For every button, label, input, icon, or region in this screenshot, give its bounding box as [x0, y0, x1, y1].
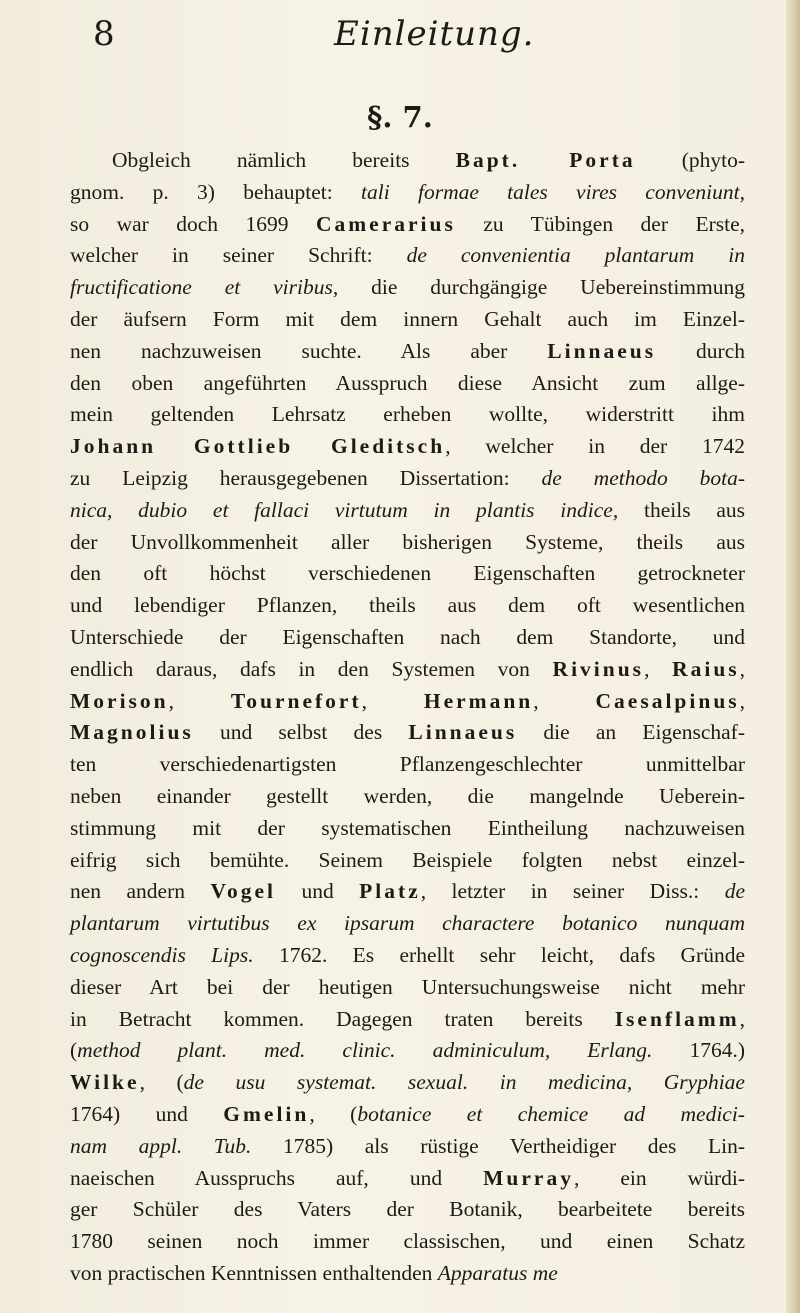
text-line — [70, 527, 745, 559]
text-line — [70, 845, 745, 877]
text-run: , — [739, 1006, 745, 1031]
text-line — [70, 368, 745, 400]
text-line — [70, 209, 745, 241]
text-run: den oben angeführten Ausspruch diese Ansicht zum allge- — [70, 370, 745, 395]
text-run: 1764) und — [70, 1101, 224, 1126]
text-run: , ein würdi- — [573, 1165, 745, 1190]
text-run: der äufsern Form mit dem innern Gehalt auch im Einzel- — [70, 306, 745, 331]
text-line — [70, 622, 745, 654]
text-line — [70, 336, 745, 368]
text-line — [70, 654, 745, 686]
text-line — [70, 590, 745, 622]
text-run: neben einander gestellt werden, die mangelnde Ueberein- — [70, 783, 745, 808]
italic-citation: method plant. med. clinic. adminiculum, Erlang. — [77, 1038, 653, 1063]
text-line — [70, 1035, 745, 1067]
page-number: 8 — [93, 14, 115, 54]
text-line — [70, 145, 745, 177]
page-edge — [786, 0, 800, 1313]
text-line — [70, 495, 745, 527]
spaced-name: Platz — [359, 879, 421, 904]
text-line — [70, 431, 745, 463]
text-run: , ( — [309, 1101, 358, 1126]
text-line — [70, 1194, 745, 1226]
italic-citation: de methodo bota- — [541, 465, 745, 490]
italic-citation: fructificatione et viribus, — [70, 275, 339, 300]
italic-citation: de — [724, 879, 745, 904]
spaced-name: Wilke — [70, 1070, 140, 1095]
spaced-name: Vogel — [210, 879, 277, 904]
text-run: und lebendiger Pflanzen, theils aus dem oft wesentlichen — [70, 593, 745, 618]
running-head: Einleitung. — [334, 14, 535, 54]
text-run: , welcher in der 1742 — [445, 434, 746, 459]
text-run: Obgleich nämlich bereits — [112, 148, 456, 172]
text-run: so war doch 1699 — [70, 211, 316, 236]
text-run: 1785) als rüstige Vertheidiger des Lin- — [251, 1133, 746, 1158]
text-run: theils aus — [618, 497, 745, 522]
body-paragraph — [70, 145, 745, 1290]
text-run: , — [168, 688, 231, 713]
text-line — [70, 749, 745, 781]
text-line — [70, 1258, 745, 1290]
text-run: , — [739, 656, 746, 681]
spaced-name: Linnaeus — [547, 338, 657, 363]
text-run: eifrig sich bemühte. Seinem Beispiele folgten nebst einzel- — [70, 847, 745, 872]
text-run: 1762. Es erhellt sehr leicht, dafs Gründe — [253, 942, 745, 967]
text-run: und selbst des — [193, 720, 409, 745]
text-run: durch — [656, 338, 745, 363]
text-run: und — [276, 879, 360, 904]
text-line — [70, 558, 745, 590]
text-run: nen andern — [70, 879, 211, 904]
text-line — [70, 1004, 745, 1036]
text-line — [70, 304, 745, 336]
text-run: , — [739, 688, 746, 713]
italic-citation: nica, dubio et fallaci virtutum in plantis indice, — [70, 497, 619, 522]
italic-citation: plantarum virtutibus ex ipsarum charactere botanico nunquam — [70, 911, 745, 936]
spaced-name: Magnolius — [70, 720, 194, 745]
text-run: dieser Art bei der heutigen Untersuchungsweise nicht mehr — [70, 974, 745, 999]
text-run: stimmung mit der systematischen Eintheilung nachzuweisen — [70, 815, 745, 840]
text-run: gnom. p. 3) behauptet: — [70, 179, 362, 204]
text-line — [70, 908, 745, 940]
spaced-name: Tournefort — [230, 688, 362, 713]
text-run: von practischen Kenntnissen enthaltenden — [70, 1260, 438, 1285]
text-run: die an Eigenschaf- — [517, 720, 745, 745]
text-run: ger Schüler des Vaters der Botanik, bearbeitete bereits — [70, 1197, 745, 1222]
text-run: die durchgängige Uebereinstimmung — [338, 275, 745, 300]
spaced-name: Isenflamm — [614, 1006, 740, 1031]
text-line — [70, 717, 745, 749]
text-run: 1780 seinen noch immer classischen, und einen Schatz — [70, 1229, 745, 1254]
italic-citation: tali formae tales vires conveniunt, — [361, 179, 745, 204]
text-line — [70, 1067, 745, 1099]
text-line — [70, 940, 745, 972]
spaced-name: Murray — [483, 1165, 574, 1190]
text-run: (phyto- — [635, 148, 745, 172]
text-line — [70, 781, 745, 813]
italic-citation: cognoscendis Lips. — [70, 942, 254, 967]
spaced-name: Rivinus — [552, 656, 645, 681]
text-line — [70, 1099, 745, 1131]
spaced-name: Camerarius — [315, 211, 456, 236]
text-run: der Unvollkommenheit aller bisherigen Systeme, theils aus — [70, 529, 745, 554]
text-line — [70, 240, 745, 272]
text-run: zu Tübingen der Erste, — [455, 211, 746, 236]
text-line — [70, 177, 745, 209]
text-run: endlich daraus, dafs in den Systemen von — [70, 656, 553, 681]
text-line — [70, 1131, 745, 1163]
spaced-name: Johann Gottlieb Gleditsch — [70, 434, 446, 459]
spaced-name: Linnaeus — [408, 720, 518, 745]
text-run: , ( — [139, 1070, 184, 1095]
text-line — [70, 813, 745, 845]
spaced-name: Caesalpinus — [595, 688, 740, 713]
italic-citation: nam appl. Tub. — [70, 1133, 252, 1158]
text-run: , letzter in seiner Diss.: — [420, 879, 725, 904]
text-run: 1764.) — [652, 1038, 745, 1063]
text-line — [70, 1226, 745, 1258]
text-run: in Betracht kommen. Dagegen traten bereits — [70, 1006, 615, 1031]
section-heading: §. 7. — [367, 100, 433, 134]
italic-citation: de convenientia plantarum in — [406, 243, 745, 268]
text-line — [70, 1163, 745, 1195]
italic-citation: Apparatus me — [437, 1260, 558, 1285]
text-line — [70, 686, 745, 718]
text-run: welcher in seiner Schrift: — [70, 243, 407, 268]
spaced-name: Raius — [672, 656, 740, 681]
text-run: zu Leipzig herausgegebenen Dissertation: — [70, 465, 542, 490]
text-run: naeischen Ausspruchs auf, und — [70, 1165, 484, 1190]
spaced-name: Bapt. Porta — [455, 148, 636, 172]
text-run: ( — [70, 1038, 78, 1063]
text-line — [70, 272, 745, 304]
text-line — [70, 972, 745, 1004]
spaced-name: Hermann — [423, 688, 534, 713]
spaced-name: Gmelin — [223, 1101, 310, 1126]
italic-citation: de usu systemat. sexual. in medicina, Gryphiae — [183, 1070, 745, 1095]
text-run: den oft höchst verschiedenen Eigenschaften getrockneter — [70, 561, 745, 586]
text-run: ten verschiedenartigsten Pflanzengeschlechter unmittelbar — [70, 752, 745, 777]
text-line — [70, 876, 745, 908]
text-run: , — [533, 688, 596, 713]
text-run: mein geltenden Lehrsatz erheben wollte, widerstritt ihm — [70, 402, 745, 427]
text-run: , — [644, 656, 673, 681]
spaced-name: Morison — [70, 688, 169, 713]
italic-citation: botanice et chemice ad medici- — [357, 1101, 745, 1126]
text-line — [70, 399, 745, 431]
text-line — [70, 463, 745, 495]
text-run: nen nachzuweisen suchte. Als aber — [70, 338, 548, 363]
text-run: , — [361, 688, 424, 713]
text-run: Unterschiede der Eigenschaften nach dem Standorte, und — [70, 624, 745, 649]
